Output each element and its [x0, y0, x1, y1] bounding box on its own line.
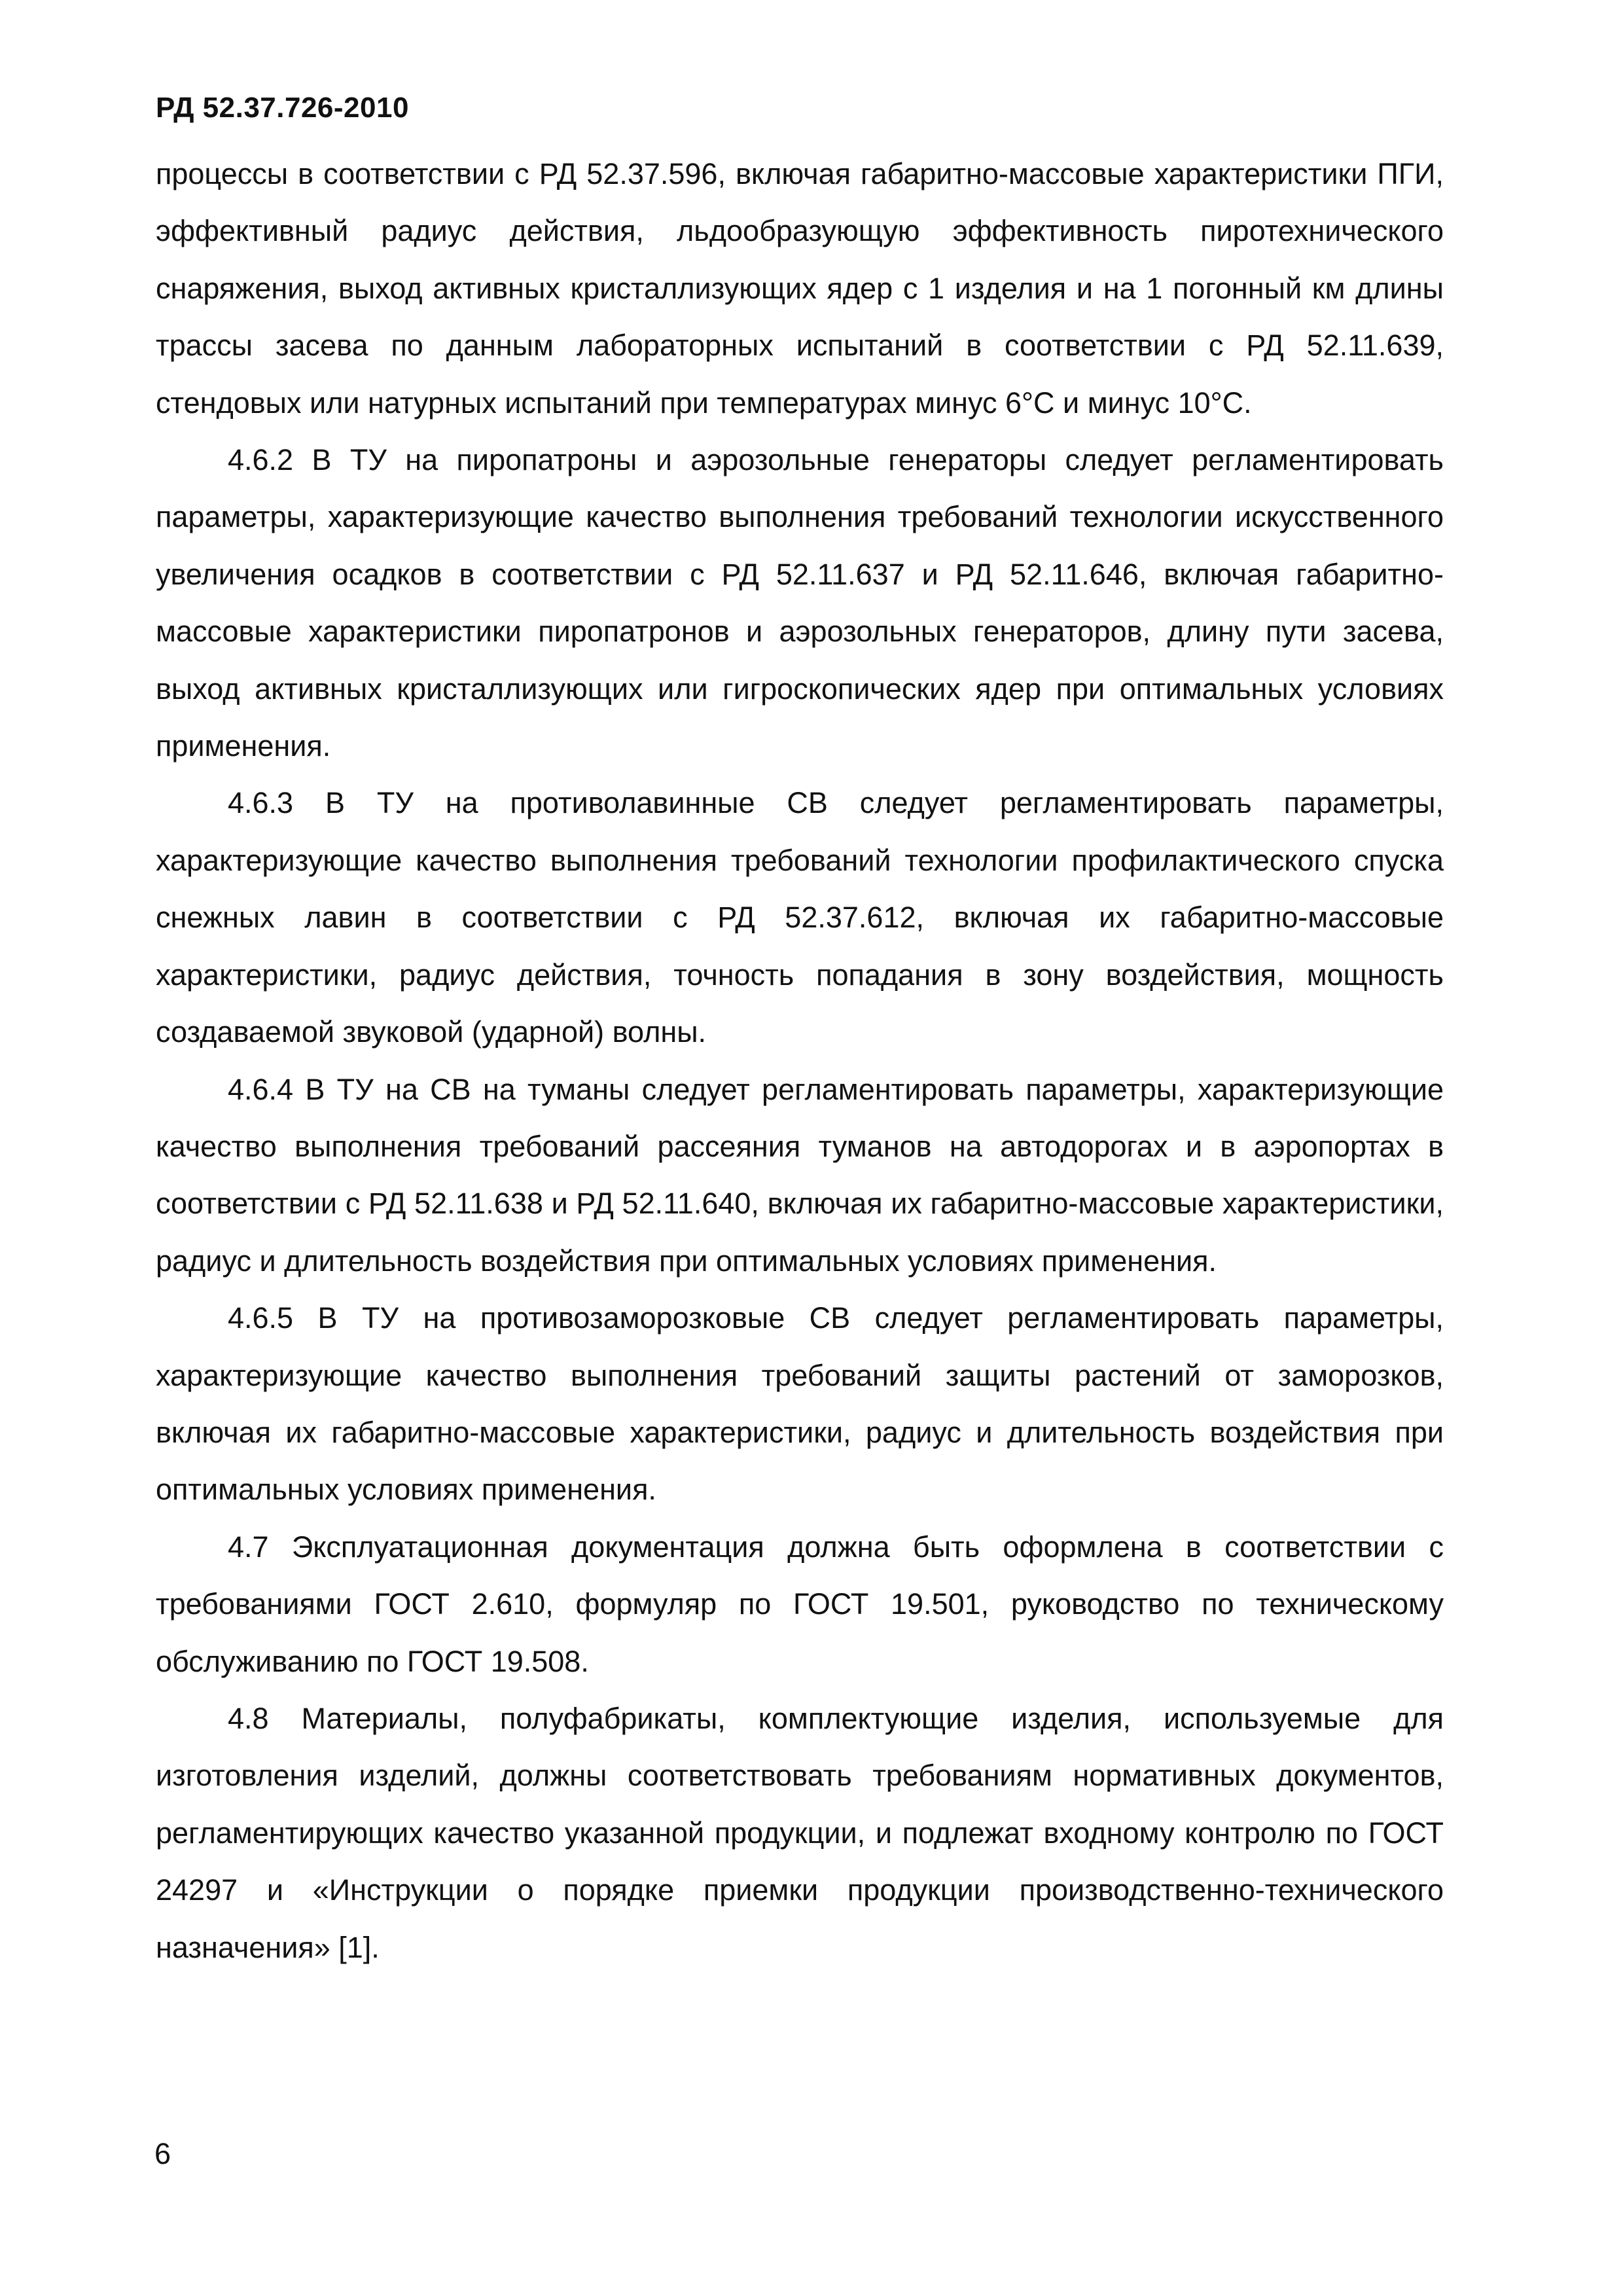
page-number: 6: [154, 2137, 171, 2170]
paragraph-4-6-2: 4.6.2 В ТУ на пиропатроны и аэрозольные генераторы следует регламентировать параметры, характеризующие качество выполнения требований технологии искусственного увеличения осадков в соответствии с РД 52.11.637 и РД 52.11.646, включая габаритно-массовые характеристики пиропатронов и аэрозольных генераторов, длину пути засева, выход активных кристаллизующих или гигроскопических ядер при оптимальных условиях применения.: [156, 443, 1444, 763]
paragraph-4-6-5: 4.6.5 В ТУ на противозаморозковые СВ следует регламентировать параметры, характеризующие качество выполнения требований защиты растений от заморозков, включая их габаритно-массовые характеристики, радиус и длительность воздействия при оптимальных условиях применения.: [156, 1301, 1444, 1507]
paragraph-continuation: процессы в соответствии с РД 52.37.596, включая габаритно-массовые характеристики ПГИ, эффективный радиус действия, льдообразующую эффективность пиротехнического снаряжения, выход активных кристаллизующих ядер с 1 изделия и на 1 погонный км длины трассы засева по данным лабораторных испытаний в соответствии с РД 52.11.639, стендовых или натурных испытаний при температурах минус 6°С и минус 10°С.: [156, 157, 1444, 420]
paragraph-4-8: 4.8 Материалы, полуфабрикаты, комплектующие изделия, используемые для изготовления изделий, должны соответствовать требованиям нормативных документов, регламентирующих качество указанной продукции, и подлежат входному контролю по ГОСТ 24297 и «Инструкции о порядке приемки продукции производственно-технического назначения» [1].: [156, 1701, 1444, 1964]
paragraph-4-6-4: 4.6.4 В ТУ на СВ на туманы следует регламентировать параметры, характеризующие качество выполнения требований рассеяния туманов на автодорогах и в аэропортах в соответствии с РД 52.11.638 и РД 52.11.640, включая их габаритно-массовые характеристики, радиус и длительность воздействия при оптимальных условиях применения.: [156, 1072, 1444, 1278]
document-body: [156, 145, 1444, 1976]
paragraph-4-7: 4.7 Эксплуатационная документация должна быть оформлена в соответствии с требованиями ГОСТ 2.610, формуляр по ГОСТ 19.501, руководство по техническому обслуживанию по ГОСТ 19.508.: [156, 1530, 1444, 1678]
paragraph-4-6-3: 4.6.3 В ТУ на противолавинные СВ следует регламентировать параметры, характеризующие качество выполнения требований технологии профилактического спуска снежных лавин в соответствии с РД 52.37.612, включая их габаритно-массовые характеристики, радиус действия, точность попадания в зону воздействия, мощность создаваемой звуковой (ударной) волны.: [156, 786, 1444, 1049]
document-code-header: РД 52.37.726-2010: [156, 92, 409, 124]
